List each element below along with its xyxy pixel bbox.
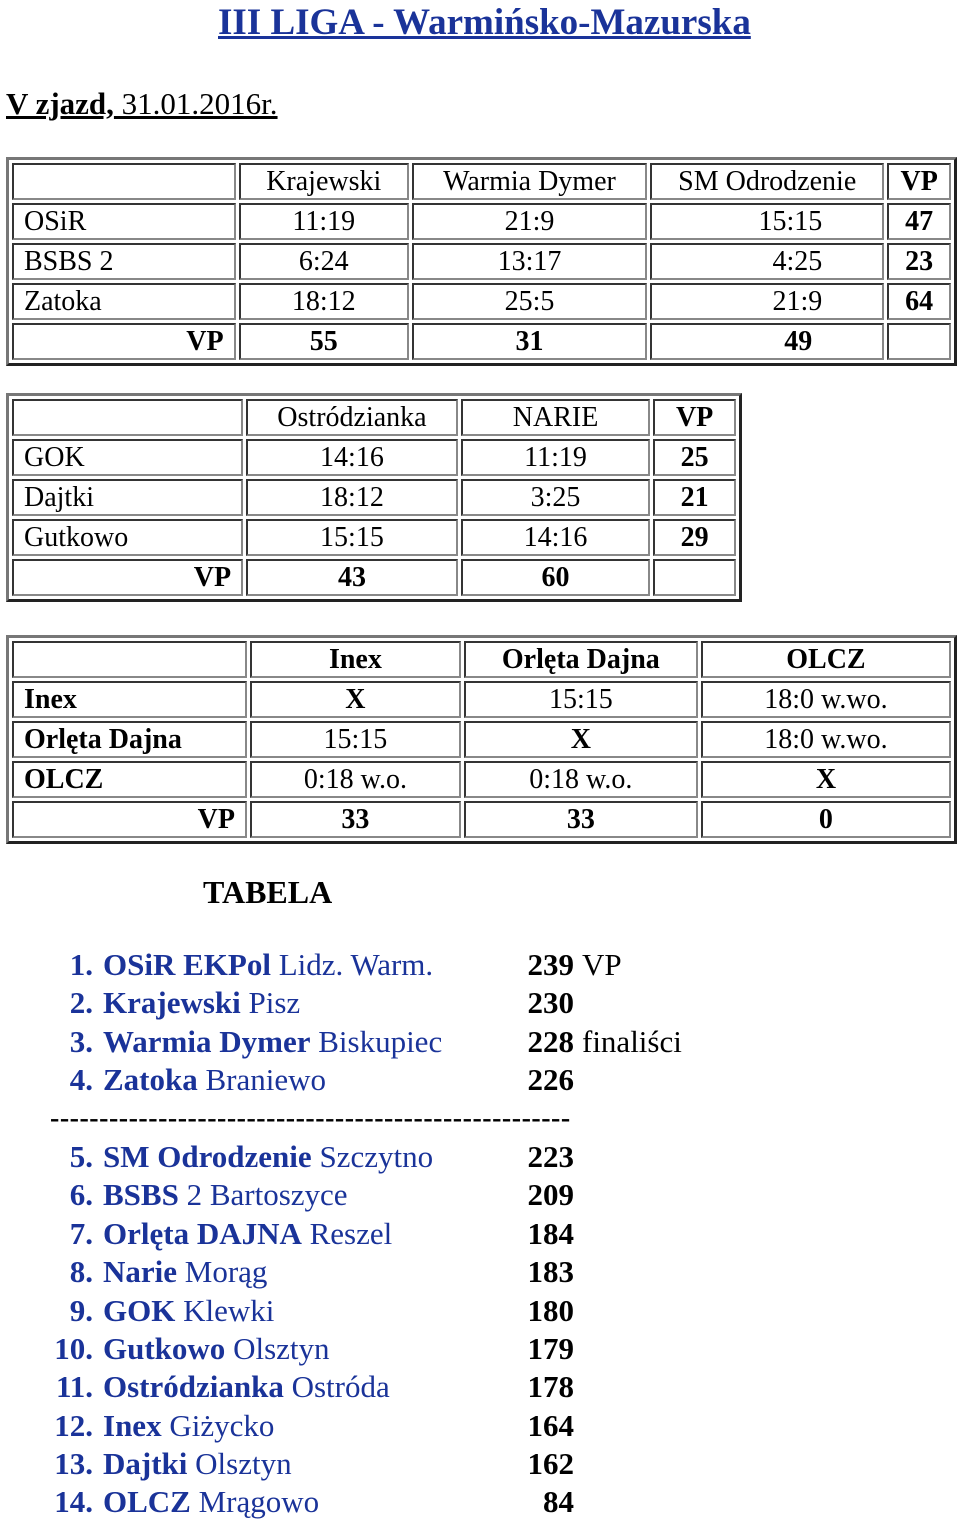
- club-name: Narie: [103, 1254, 178, 1290]
- score-cell: 0:18 w.o.: [464, 761, 698, 798]
- score-cell: 21:9: [412, 203, 647, 240]
- column-header: NARIE: [461, 399, 650, 436]
- row-team-label: Gutkowo: [12, 519, 243, 556]
- club-city: Biskupiec: [310, 1023, 443, 1059]
- list-item: [0, 1483, 960, 1521]
- score-cell: 18:12: [246, 479, 458, 516]
- score-cell: X: [250, 681, 461, 718]
- club-city: Braniewo: [197, 1062, 327, 1098]
- column-header: Orlęta Dajna: [464, 641, 698, 678]
- rank-team: [103, 1138, 433, 1176]
- club-city: Klewki: [175, 1292, 275, 1328]
- rank-position: 5.: [69, 1138, 93, 1174]
- rank-team: [103, 1176, 348, 1214]
- row-team-label: GOK: [12, 439, 243, 476]
- vp-totals-row: [12, 559, 736, 596]
- finalists-separator: -----------------------------------------------------: [50, 1102, 571, 1134]
- rank-position: 3.: [69, 1023, 93, 1059]
- list-item: [0, 1176, 960, 1214]
- club-name: OSiR EKPol: [103, 947, 271, 982]
- score-cell: 21:9: [650, 283, 884, 320]
- club-name: Ostródzianka: [103, 1369, 284, 1405]
- row-team-label: BSBS 2: [12, 243, 236, 280]
- club-name: Warmia Dymer: [103, 1023, 311, 1059]
- list-item: [0, 1368, 960, 1406]
- score-cell: 0:18 w.o.: [250, 761, 461, 798]
- table-row: [12, 243, 951, 280]
- score-cell: 15:15: [464, 681, 698, 718]
- score-cell: 15:15: [250, 721, 461, 758]
- table-row: [12, 203, 951, 240]
- empty-cell: [653, 559, 736, 596]
- score-cell: 4:25: [650, 243, 884, 280]
- results-table-group-2: [6, 393, 742, 602]
- row-team-label: Dajtki: [12, 479, 243, 516]
- club-name: OLCZ: [103, 1484, 191, 1520]
- list-item: [0, 984, 960, 1022]
- round-label: V zjazd,: [6, 86, 114, 121]
- score-cell: 15:15: [246, 519, 458, 556]
- standings-list: [0, 946, 960, 1522]
- club-city: Mrągowo: [190, 1484, 320, 1520]
- club-name: SM Odrodzenie: [103, 1138, 312, 1174]
- club-name: GOK: [103, 1292, 176, 1328]
- table-header-row: [12, 163, 951, 200]
- vp-cell: 64: [887, 283, 951, 320]
- club-city: Olsztyn: [225, 1330, 330, 1366]
- list-item: [0, 1253, 960, 1291]
- rank-team: [103, 1445, 292, 1483]
- club-city: Pisz: [240, 985, 301, 1021]
- rank-points: 180: [527, 1292, 574, 1328]
- standings-title: TABELA: [203, 874, 333, 910]
- rank-team: [103, 1330, 330, 1368]
- score-cell: 3:25: [461, 479, 650, 516]
- club-name: Dajtki: [103, 1446, 188, 1482]
- rank-note: VP: [582, 947, 622, 982]
- rank-points: 239: [527, 947, 574, 982]
- score-cell: 11:19: [239, 203, 409, 240]
- score-cell: 15:15: [650, 203, 884, 240]
- list-item: [0, 1292, 960, 1330]
- rank-position: 13.: [54, 1446, 93, 1482]
- table-row: [12, 761, 951, 798]
- rank-position: 2.: [69, 985, 93, 1021]
- score-cell: X: [464, 721, 698, 758]
- club-name: Inex: [103, 1407, 162, 1443]
- club-name: BSBS: [103, 1177, 179, 1213]
- vp-cell: 29: [653, 519, 736, 556]
- club-city: Lidz. Warm.: [270, 947, 434, 982]
- vp-total-cell: 0: [701, 801, 951, 838]
- column-header: Krajewski: [239, 163, 409, 200]
- vp-row-label: VP: [12, 559, 243, 596]
- vp-cell: 21: [653, 479, 736, 516]
- rank-position: 10.: [54, 1330, 93, 1366]
- club-city: Szczytno: [311, 1138, 434, 1174]
- vp-total-cell: 31: [412, 323, 647, 360]
- vp-cell: 47: [887, 203, 951, 240]
- vp-total-cell: 55: [239, 323, 409, 360]
- column-header: SM Odrodzenie: [650, 163, 884, 200]
- table-row: [12, 479, 736, 516]
- rank-points: 179: [527, 1330, 574, 1366]
- table-header-row: [12, 641, 951, 678]
- rank-team: [103, 1368, 390, 1406]
- club-city: 2 Bartoszyce: [178, 1177, 348, 1213]
- club-name: Krajewski: [103, 985, 241, 1021]
- list-item: [0, 1445, 960, 1483]
- club-name: Zatoka: [103, 1062, 198, 1098]
- rank-points: 178: [527, 1369, 574, 1405]
- table-corner-cell: [12, 641, 247, 678]
- vp-total-cell: 33: [464, 801, 698, 838]
- rank-points: 230: [527, 985, 574, 1021]
- score-cell: 18:0 w.wo.: [701, 681, 951, 718]
- rank-position: 1.: [69, 947, 93, 982]
- rank-team: [103, 946, 433, 984]
- list-item: [0, 1330, 960, 1368]
- score-cell: 18:0 w.wo.: [701, 721, 951, 758]
- vp-row-label: VP: [12, 323, 236, 360]
- rank-points: 84: [543, 1484, 574, 1520]
- score-cell: 14:16: [461, 519, 650, 556]
- column-header: Warmia Dymer: [412, 163, 647, 200]
- row-team-label: Zatoka: [12, 283, 236, 320]
- list-item: [0, 1023, 960, 1061]
- rank-points: 164: [527, 1407, 574, 1443]
- club-city: Morąg: [177, 1254, 268, 1290]
- round-date-text: 31.01.2016r.: [113, 86, 278, 121]
- list-item: [0, 1215, 960, 1253]
- score-cell: 13:17: [412, 243, 647, 280]
- rank-position: 7.: [69, 1215, 93, 1251]
- table-row: [12, 519, 736, 556]
- table-row: [12, 283, 951, 320]
- vp-total-cell: 43: [246, 559, 458, 596]
- empty-cell: [887, 323, 951, 360]
- rank-team: [103, 1215, 392, 1253]
- rank-position: 6.: [69, 1177, 93, 1213]
- score-cell: 11:19: [461, 439, 650, 476]
- page-title: III LIGA - Warmińsko-Mazurska: [218, 2, 751, 43]
- list-item: [0, 1138, 960, 1176]
- rank-team: [103, 1023, 442, 1061]
- vp-cell: 25: [653, 439, 736, 476]
- list-item: [0, 1407, 960, 1445]
- table-row: [12, 721, 951, 758]
- rank-team: [103, 1253, 267, 1291]
- score-cell: X: [701, 761, 951, 798]
- rank-team: [103, 1407, 274, 1445]
- club-city: Giżycko: [161, 1407, 275, 1443]
- club-name: Gutkowo: [103, 1330, 226, 1366]
- rank-team: [103, 984, 300, 1022]
- table-row: [12, 681, 951, 718]
- score-cell: 14:16: [246, 439, 458, 476]
- vp-total-cell: 60: [461, 559, 650, 596]
- row-team-label: OSiR: [12, 203, 236, 240]
- club-city: Reszel: [301, 1215, 393, 1251]
- vp-total-cell: 33: [250, 801, 461, 838]
- score-cell: 18:12: [239, 283, 409, 320]
- row-team-label: Inex: [12, 681, 247, 718]
- rank-points: 223: [527, 1138, 574, 1174]
- rank-team: [103, 1061, 326, 1099]
- rank-position: 11.: [55, 1369, 93, 1405]
- row-team-label: Orlęta Dajna: [12, 721, 247, 758]
- rank-note: finaliści: [582, 1023, 682, 1059]
- table-row: [12, 439, 736, 476]
- vp-cell: 23: [887, 243, 951, 280]
- rank-points: 184: [527, 1215, 574, 1251]
- rank-points: 228: [527, 1023, 574, 1059]
- rank-position: 9.: [69, 1292, 93, 1328]
- table-corner-cell: [12, 163, 236, 200]
- rank-position: 8.: [69, 1254, 93, 1290]
- rank-position: 14.: [54, 1484, 93, 1520]
- rank-team: [103, 1483, 319, 1521]
- list-item: [0, 946, 960, 984]
- vp-column-header: VP: [653, 399, 736, 436]
- club-city: Ostróda: [283, 1369, 390, 1405]
- rank-points: 183: [527, 1254, 574, 1290]
- rank-position: 4.: [69, 1062, 93, 1098]
- vp-row-label: VP: [12, 801, 247, 838]
- vp-total-cell: 49: [650, 323, 884, 360]
- row-team-label: OLCZ: [12, 761, 247, 798]
- results-table-group-3: [6, 635, 957, 844]
- vp-totals-row: [12, 323, 951, 360]
- score-cell: 6:24: [239, 243, 409, 280]
- rank-points: 209: [527, 1177, 574, 1213]
- vp-column-header: VP: [887, 163, 951, 200]
- vp-totals-row: [12, 801, 951, 838]
- score-cell: 25:5: [412, 283, 647, 320]
- column-header: OLCZ: [701, 641, 951, 678]
- club-name: Orlęta DAJNA: [103, 1215, 302, 1251]
- rank-position: 12.: [54, 1407, 93, 1443]
- table-header-row: [12, 399, 736, 436]
- results-table-group-1: [6, 157, 957, 366]
- round-date: [6, 82, 278, 126]
- rank-team: [103, 1292, 274, 1330]
- table-corner-cell: [12, 399, 243, 436]
- rank-points: 226: [527, 1062, 574, 1098]
- club-city: Olsztyn: [187, 1446, 292, 1482]
- column-header: Inex: [250, 641, 461, 678]
- list-item: [0, 1061, 960, 1099]
- column-header: Ostródzianka: [246, 399, 458, 436]
- rank-points: 162: [527, 1446, 574, 1482]
